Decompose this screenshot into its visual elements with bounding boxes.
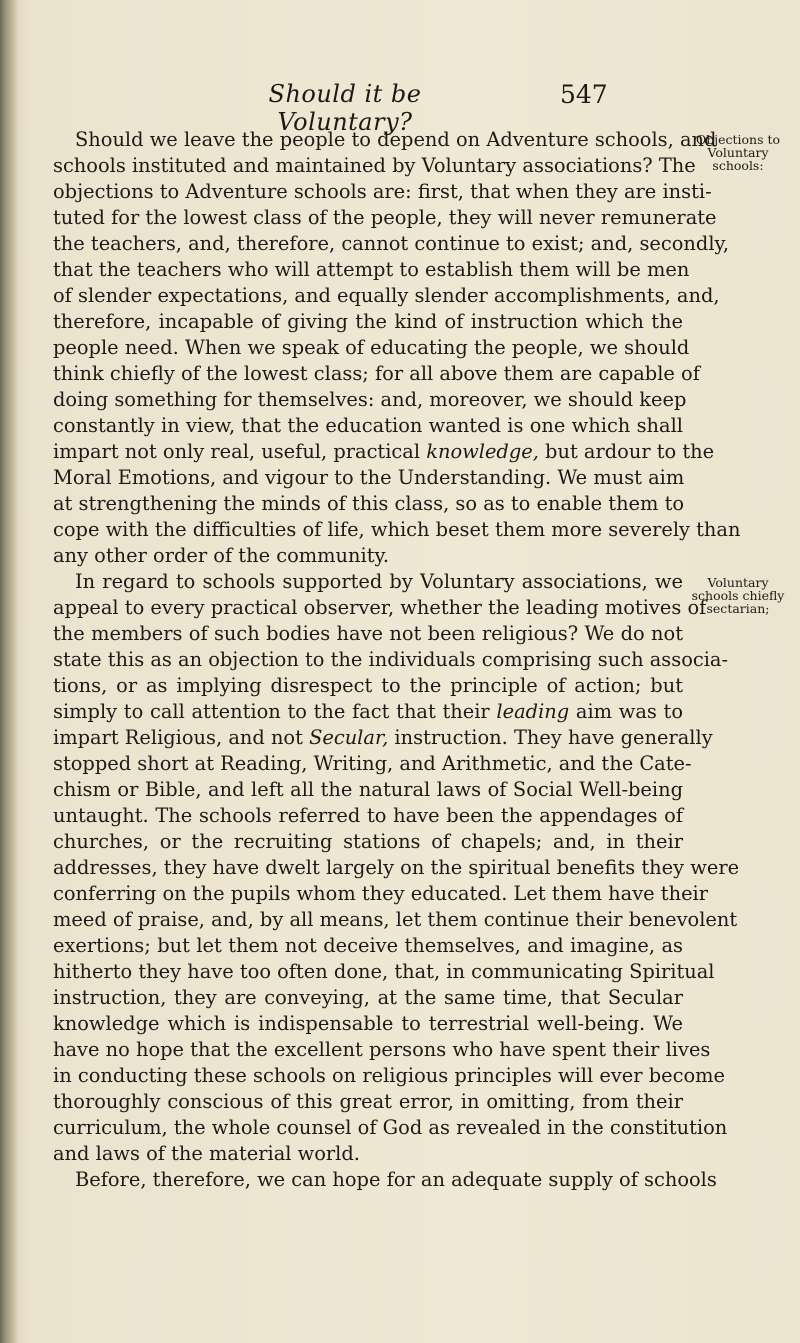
text-line: Should we leave the people to depend on Adventure schools, and: [75, 128, 717, 151]
text-line: any other order of the community.: [53, 544, 390, 567]
text-segment: aim was to: [569, 700, 684, 723]
text-line: chism or Bible, and left all the natural laws of Social Well-being: [53, 778, 683, 801]
text-line: in conducting these schools on religious principles will ever become: [53, 1064, 725, 1087]
italic-word: leading: [496, 700, 570, 723]
text-line: schools instituted and maintained by Voluntary associations? The: [53, 154, 696, 177]
text-line: at strengthening the minds of this class, so as to enable them to: [53, 492, 685, 515]
text-line: untaught. The schools referred to have been the appendages of: [53, 804, 683, 827]
text-line: [53, 699, 683, 725]
text-line: think chiefly of the lowest class; for all above them are capable of: [53, 362, 700, 385]
margin-note-line: schools:: [712, 158, 764, 173]
text-line: appeal to every practical observer, whether the leading motives of: [53, 596, 707, 619]
text-line: therefore, incapable of giving the kind of instruction which the: [53, 310, 683, 333]
text-line: cope with the difficulties of life, which beset them more severely than: [53, 518, 741, 541]
text-line: doing something for themselves: and, moreover, we should keep: [53, 388, 687, 411]
margin-note-line: schools chiefly: [691, 588, 785, 603]
text-line: state this as an objection to the individuals comprising such associa-: [53, 648, 729, 671]
text-line: curriculum, the whole counsel of God as revealed in the constitution: [53, 1116, 728, 1139]
text-segment: but ardour to the: [538, 440, 715, 463]
text-line: tions, or as implying disrespect to the principle of action; but: [53, 674, 683, 697]
text-line: hitherto they have too often done, that, in communicating Spiritual: [53, 960, 715, 983]
text-line: have no hope that the excellent persons who have spent their lives: [53, 1038, 711, 1061]
text-line: constantly in view, that the education wanted is one which shall: [53, 414, 683, 437]
text-line: [53, 725, 713, 751]
running-title: Should it be Voluntary?: [268, 80, 422, 136]
text-line: tuted for the lowest class of the people, they will never remunerate: [53, 206, 717, 229]
text-line: conferring on the pupils whom they educated. Let them have their: [53, 882, 709, 905]
text-line: the teachers, and, therefore, cannot continue to exist; and, secondly,: [53, 232, 730, 255]
text-line: instruction, they are conveying, at the same time, that Secular: [53, 986, 683, 1009]
text-line: people need. When we speak of educating the people, we should: [53, 336, 690, 359]
text-line: meed of praise, and, by all means, let them continue their benevolent: [53, 908, 738, 931]
text-line: the members of such bodies have not been religious? We do not: [53, 622, 683, 645]
text-line: churches, or the recruiting stations of chapels; and, in their: [53, 830, 683, 853]
text-line: objections to Adventure schools are: first, that when they are insti-: [53, 180, 712, 203]
text-segment: simply to call attention to the fact that their: [53, 700, 490, 723]
text-segment: impart not only real, useful, practical: [53, 440, 421, 463]
text-line: Moral Emotions, and vigour to the Understanding. We must aim: [53, 466, 685, 489]
page-number: 547: [560, 80, 608, 109]
margin-note-line: Objections to: [695, 132, 781, 147]
text-line: addresses, they have dwelt largely on the spiritual benefits they were: [53, 856, 740, 879]
margin-note-line: Voluntary: [707, 145, 769, 160]
text-line: In regard to schools supported by Voluntary associations, we: [75, 570, 683, 593]
text-line: thoroughly conscious of this great error, in omitting, from their: [53, 1090, 683, 1113]
text-segment: impart Religious, and not: [53, 726, 303, 749]
page-binding-edge: [0, 0, 18, 1343]
text-line: stopped short at Reading, Writing, and Arithmetic, and the Cate-: [53, 752, 692, 775]
text-line: of slender expectations, and equally slender accomplishments, and,: [53, 284, 720, 307]
text-segment: instruction. They have generally: [388, 726, 713, 749]
text-line: knowledge which is indispensable to terrestrial well-being. We: [53, 1012, 683, 1035]
margin-note-line: sectarian;: [706, 601, 770, 616]
text-line: Before, therefore, we can hope for an adequate supply of schools: [75, 1168, 717, 1191]
text-line: [53, 439, 715, 465]
text-line: and laws of the material world.: [53, 1142, 360, 1165]
italic-word: knowledge,: [426, 440, 539, 463]
text-line: that the teachers who will attempt to establish them will be men: [53, 258, 690, 281]
margin-note-line: Voluntary: [707, 575, 769, 590]
italic-word: Secular,: [309, 726, 389, 749]
text-line: exertions; but let them not deceive themselves, and imagine, as: [53, 934, 683, 957]
